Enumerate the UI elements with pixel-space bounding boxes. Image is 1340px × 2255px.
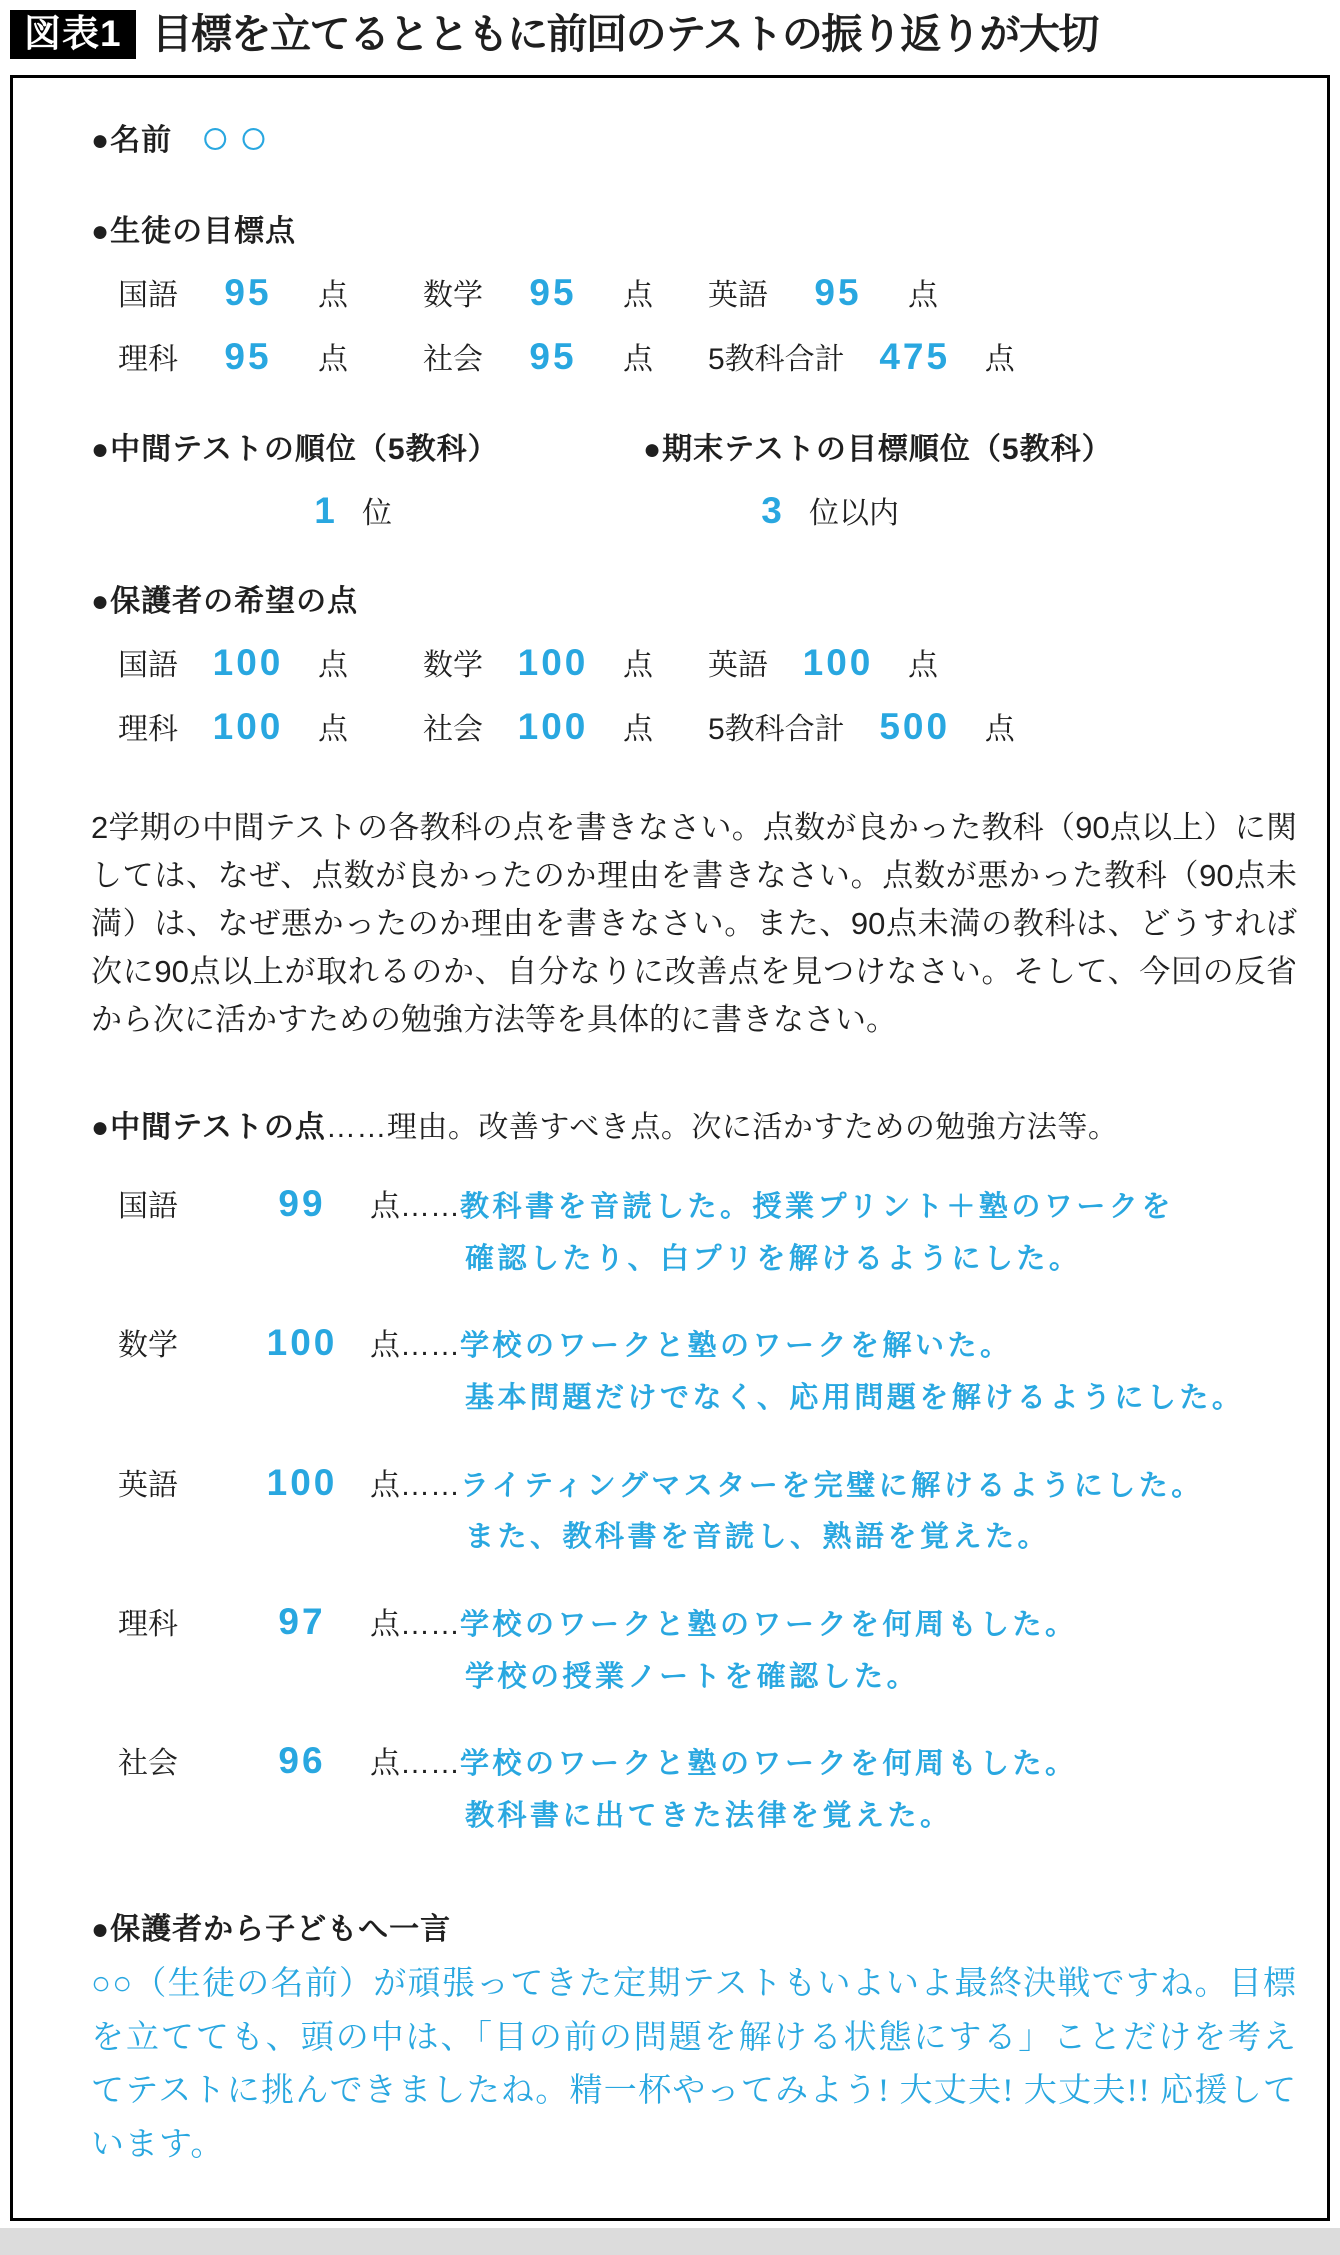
subject-label: 社会 bbox=[423, 713, 483, 746]
parent-hope-row-1 bbox=[91, 640, 1297, 684]
midterm-item-eigo bbox=[91, 1459, 1297, 1564]
reason-line-1: 学校のワークと塾のワークを解いた。 bbox=[460, 1330, 1013, 1363]
score-value: 99 bbox=[278, 1183, 326, 1225]
instructions-paragraph: 2学期の中間テストの各教科の点を書きなさい。点数が良かった教科（90点以上）に関しては、なぜ、点数が良かったのか理由を書きなさい。点数が悪かった教科（90点未満）は、なぜ悪かったのか理由を書きなさい。また、90点未満の教科は、どうすれば次に90点以上が取れるのか、自分なりに改善点を見つけなさい。そして、今回の反省から次に活かすための勉強方法等を具体的に書きなさい。 bbox=[91, 810, 1297, 1038]
midterm-results-section bbox=[91, 1102, 1297, 1842]
reason-line-2: また、教科書を音読し、熟語を覚えた。 bbox=[465, 1521, 1051, 1554]
midterm-item-rika bbox=[91, 1598, 1297, 1703]
parent-message-heading: ●保護者から子どもへ一言 bbox=[91, 1913, 452, 1947]
reason-line-2: 基本問題だけでなく、応用問題を解けるようにした。 bbox=[465, 1382, 1245, 1415]
score-value: 100 bbox=[212, 642, 284, 683]
subject-label: 5教科合計 bbox=[708, 343, 845, 376]
reason-line-1: 学校のワークと塾のワークを何周もした。 bbox=[460, 1748, 1078, 1781]
point-unit: 点 bbox=[623, 279, 653, 312]
parent-hope-section bbox=[91, 576, 1297, 748]
midterm-rank-heading: ●中間テストの順位（5教科） bbox=[91, 433, 499, 466]
score-value: 100 bbox=[266, 1461, 338, 1503]
name-value: ○○ bbox=[200, 109, 277, 165]
parent-message-text: ○○（生徒の名前）が頑張ってきた定期テストもいよいよ最終決戦ですね。目標を立てても、頭の中は、「目の前の問題を解ける状態にする」ことだけを考えてテストに挑んできましたね。精一杯やってみよう! 大丈夫! 大丈夫!! 応援しています。 bbox=[91, 1966, 1297, 2163]
reason-line-1: 学校のワークと塾のワークを何周もした。 bbox=[460, 1608, 1078, 1641]
student-goal-heading: ●生徒の目標点 bbox=[91, 215, 297, 248]
score-value: 100 bbox=[517, 642, 589, 683]
score-cell bbox=[423, 334, 708, 378]
subject-label: 国語 bbox=[118, 649, 178, 682]
subject-label: 理科 bbox=[118, 713, 178, 746]
reason-line-1: ライティングマスターを完璧に解けるようにした。 bbox=[460, 1469, 1204, 1502]
point-unit: 点 bbox=[623, 649, 653, 682]
student-goal-row-1 bbox=[91, 270, 1297, 314]
score-value: 95 bbox=[224, 336, 272, 377]
score-value: 100 bbox=[266, 1322, 338, 1364]
midterm-item-sugaku bbox=[91, 1319, 1297, 1424]
parent-message-section bbox=[91, 1904, 1297, 2172]
point-leader: 点…… bbox=[370, 1747, 460, 1781]
subject-label: 理科 bbox=[118, 343, 178, 376]
subject-label: 英語 bbox=[708, 279, 768, 312]
score-value: 95 bbox=[224, 272, 272, 313]
midterm-rank-value-row bbox=[91, 488, 643, 532]
score-value: 96 bbox=[278, 1740, 326, 1782]
subject-label: 英語 bbox=[118, 1468, 178, 1502]
subject-label: 国語 bbox=[118, 1190, 178, 1224]
point-unit: 点 bbox=[984, 713, 1015, 746]
midterm-item-kokugo bbox=[91, 1180, 1297, 1285]
midterm-rank-value: 1 bbox=[314, 490, 338, 531]
subject-label: 数学 bbox=[423, 649, 483, 682]
score-value: 100 bbox=[517, 706, 589, 747]
subject-label: 数学 bbox=[423, 279, 483, 312]
subject-label: 社会 bbox=[118, 1747, 178, 1781]
final-rank-value: 3 bbox=[761, 490, 785, 531]
midterm-results-heading-main: ●中間テストの点 bbox=[91, 1111, 326, 1145]
score-value: 95 bbox=[529, 272, 577, 313]
point-unit: 点 bbox=[908, 279, 938, 312]
score-value: 500 bbox=[879, 706, 951, 747]
subject-label: 英語 bbox=[708, 649, 768, 682]
parent-hope-heading: ●保護者の希望の点 bbox=[91, 585, 359, 618]
rank-section bbox=[91, 424, 1297, 532]
score-cell bbox=[708, 704, 1297, 748]
score-cell bbox=[118, 334, 423, 378]
reason-text bbox=[370, 1180, 1297, 1285]
reason-text bbox=[370, 1598, 1297, 1703]
midterm-results-heading-rest: ……理由。改善すべき点。次に活かすための勉強方法等。 bbox=[325, 1111, 1119, 1145]
score-value: 95 bbox=[529, 336, 577, 377]
score-value: 100 bbox=[802, 642, 874, 683]
score-cell bbox=[423, 704, 708, 748]
name-label: ●名前 bbox=[91, 124, 173, 157]
score-value: 95 bbox=[814, 272, 862, 313]
midterm-results-heading bbox=[91, 1102, 1297, 1146]
score-cell bbox=[118, 640, 423, 684]
final-rank-value-row bbox=[643, 488, 1297, 532]
point-leader: 点…… bbox=[370, 1607, 460, 1641]
reason-line-2: 教科書に出てきた法律を覚えた。 bbox=[465, 1799, 953, 1832]
point-unit: 点 bbox=[318, 343, 348, 376]
page-bottom-strip bbox=[0, 2228, 1340, 2255]
reason-line-2: 学校の授業ノートを確認した。 bbox=[465, 1660, 920, 1693]
figure-number-badge: 図表1 bbox=[10, 10, 136, 59]
point-unit: 点 bbox=[318, 713, 348, 746]
subject-label: 5教科合計 bbox=[708, 713, 845, 746]
parent-hope-row-2 bbox=[91, 704, 1297, 748]
score-cell bbox=[423, 270, 708, 314]
reason-line-1: 教科書を音読した。授業プリント＋塾のワークを bbox=[460, 1191, 1174, 1224]
point-unit: 点 bbox=[908, 649, 938, 682]
worksheet-box bbox=[10, 75, 1330, 2221]
score-cell bbox=[708, 270, 1297, 314]
reason-line-2: 確認したり、白プリを解けるようにした。 bbox=[465, 1242, 1082, 1275]
point-leader: 点…… bbox=[370, 1468, 460, 1502]
score-value: 475 bbox=[879, 336, 951, 377]
final-rank-block bbox=[643, 424, 1297, 532]
midterm-item-shakai bbox=[91, 1737, 1297, 1842]
midterm-rank-block bbox=[91, 424, 643, 532]
reason-text bbox=[370, 1459, 1297, 1564]
score-cell bbox=[118, 270, 423, 314]
score-cell bbox=[708, 640, 1297, 684]
score-cell bbox=[423, 640, 708, 684]
student-goal-section bbox=[91, 206, 1297, 378]
student-goal-row-2 bbox=[91, 334, 1297, 378]
subject-label: 国語 bbox=[118, 279, 178, 312]
midterm-rank-unit: 位 bbox=[362, 497, 392, 530]
point-unit: 点 bbox=[318, 279, 348, 312]
score-value: 97 bbox=[278, 1600, 326, 1642]
point-leader: 点…… bbox=[370, 1190, 460, 1224]
score-cell bbox=[708, 334, 1297, 378]
score-value: 100 bbox=[212, 706, 284, 747]
point-unit: 点 bbox=[984, 343, 1015, 376]
subject-label: 数学 bbox=[118, 1329, 178, 1363]
final-rank-heading: ●期末テストの目標順位（5教科） bbox=[643, 433, 1113, 466]
figure-title: 目標を立てるとともに前回のテストの振り返りが大切 bbox=[151, 10, 1098, 57]
subject-label: 理科 bbox=[118, 1607, 178, 1641]
reason-text bbox=[370, 1319, 1297, 1424]
point-unit: 点 bbox=[318, 649, 348, 682]
point-unit: 点 bbox=[623, 713, 653, 746]
point-leader: 点…… bbox=[370, 1329, 460, 1363]
score-cell bbox=[118, 704, 423, 748]
reason-text bbox=[370, 1737, 1297, 1842]
figure-header bbox=[0, 0, 1340, 75]
point-unit: 点 bbox=[623, 343, 653, 376]
final-rank-unit: 位以内 bbox=[809, 497, 899, 530]
subject-label: 社会 bbox=[423, 343, 483, 376]
name-row bbox=[91, 109, 1297, 165]
